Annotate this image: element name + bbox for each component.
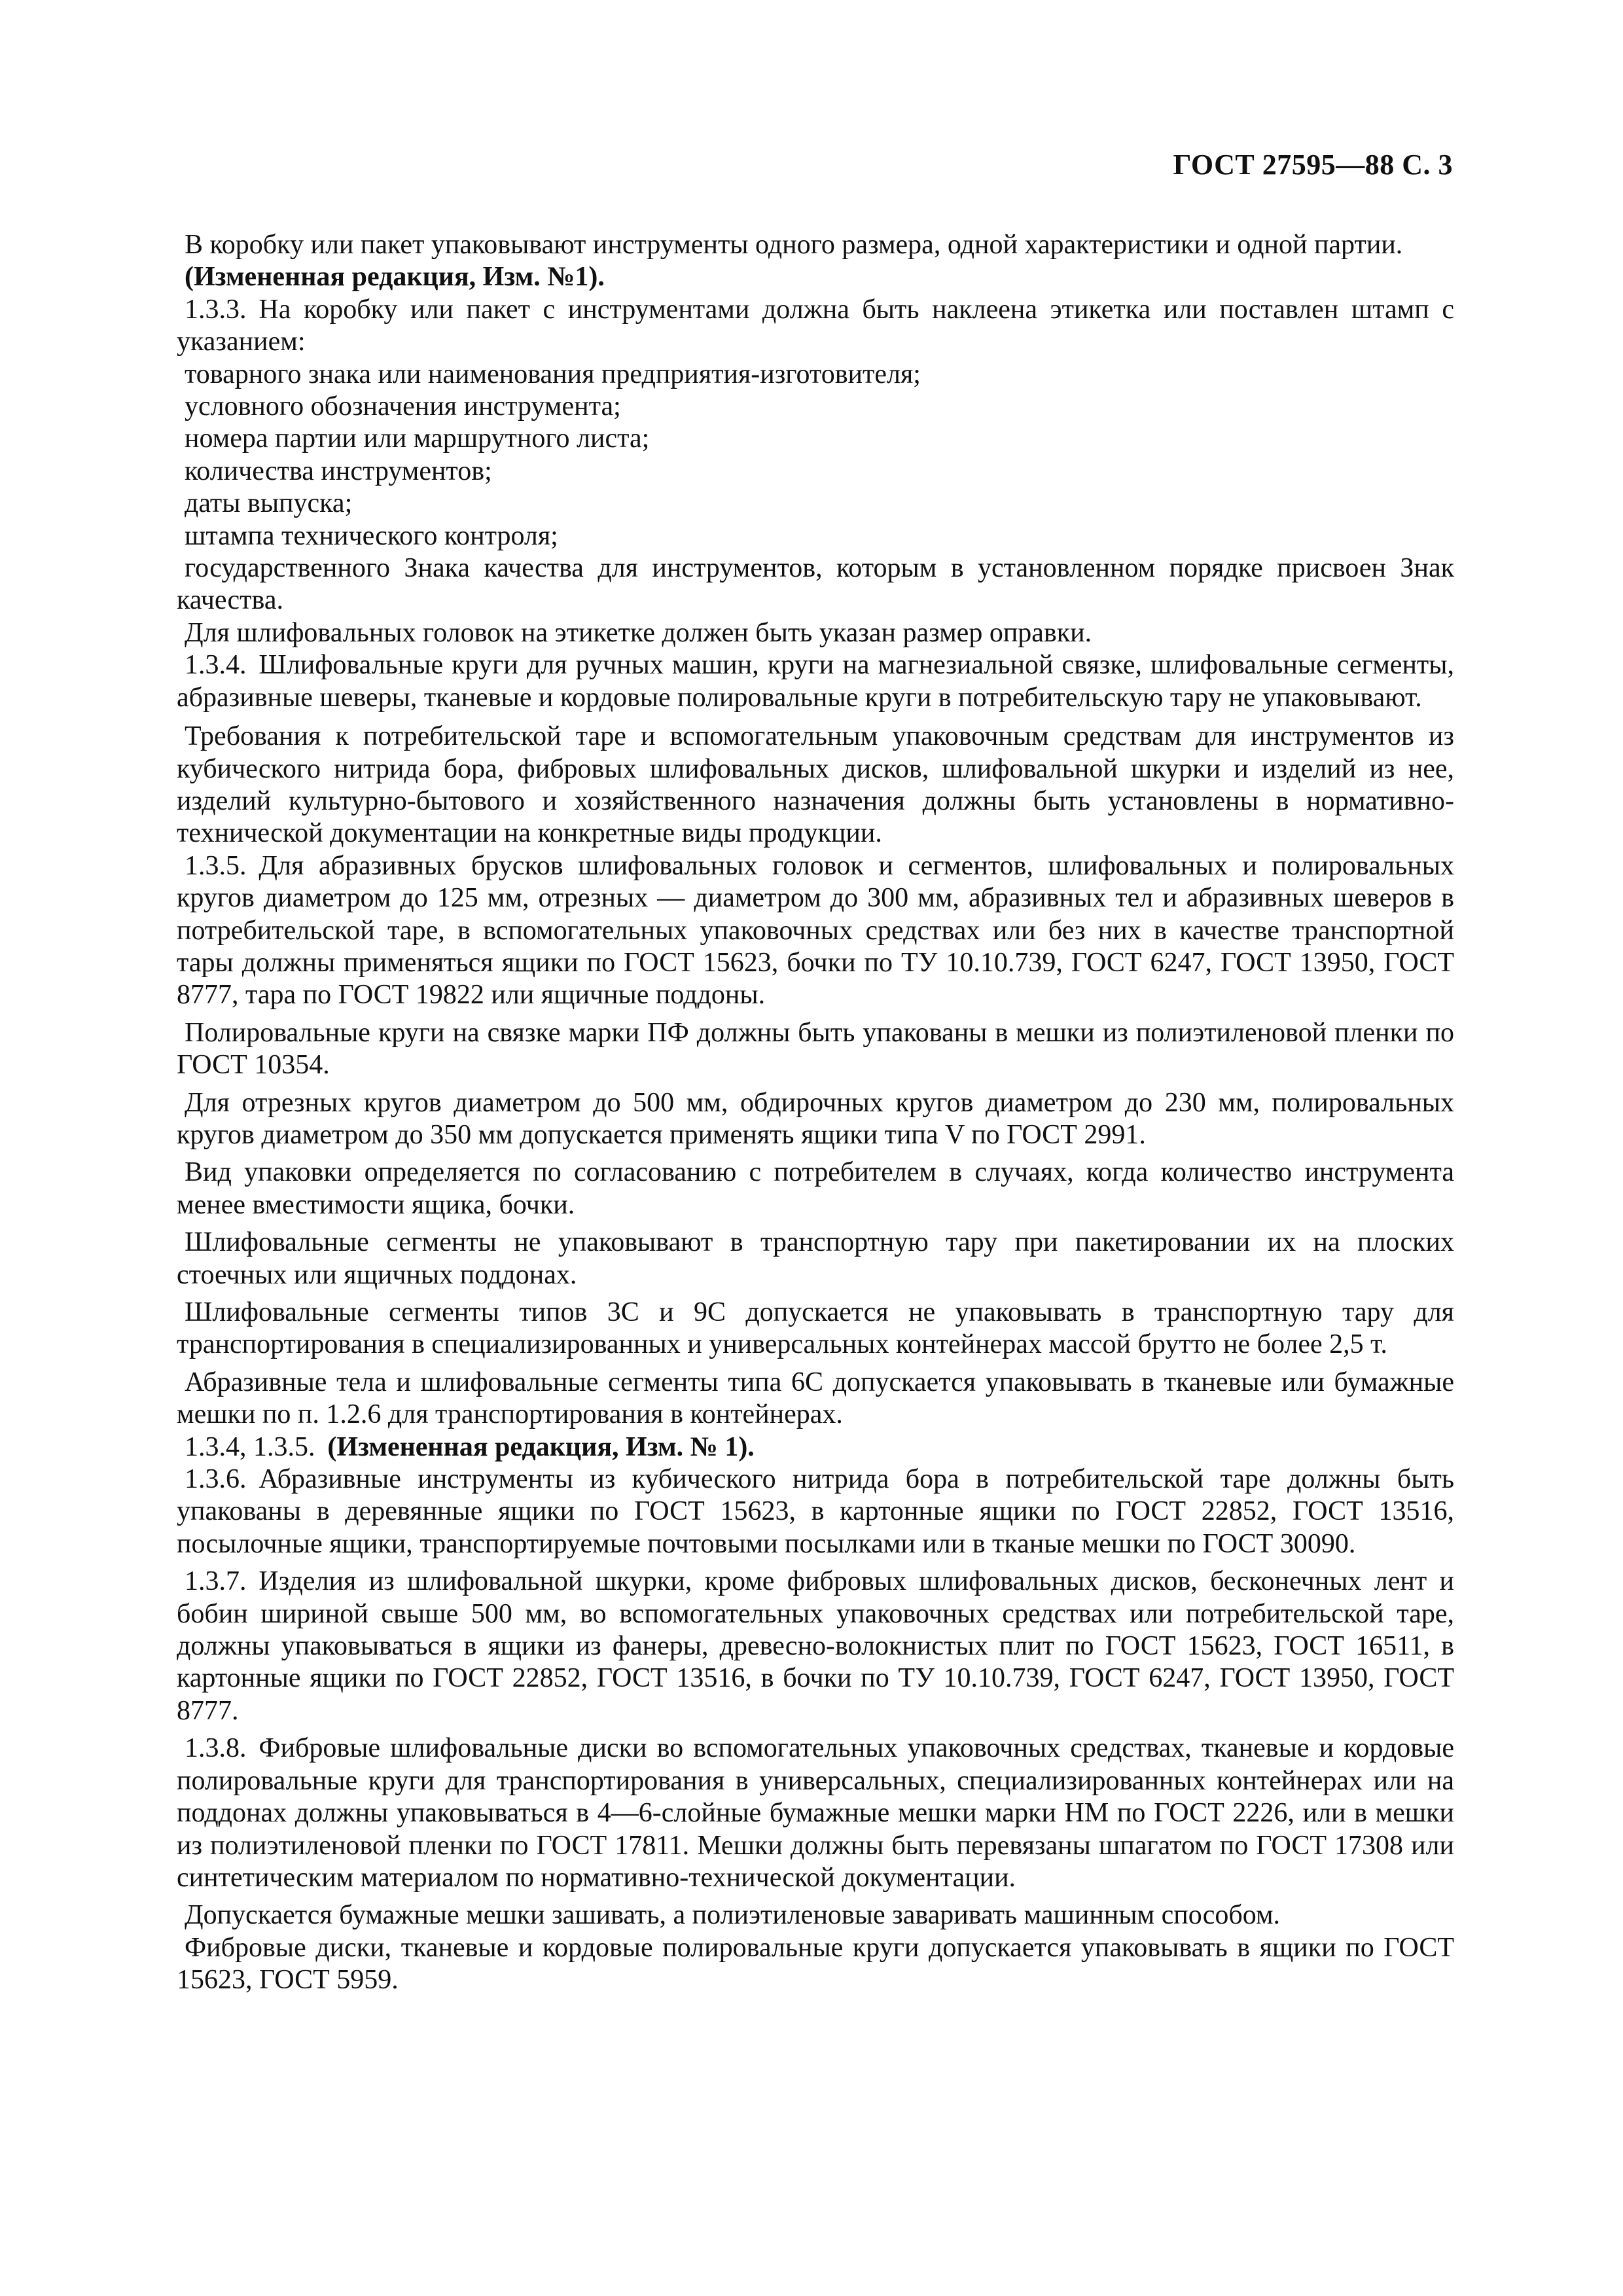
paragraph-text: Вид упаковки определяется по согласованию с потребителем в случаях, когда количество инструмента менее вместимости ящика, бочки. [177,1157,1454,1220]
paragraph [177,1087,1454,1152]
clause-1-3-3 [177,294,1454,359]
paragraph-text: Фибровые диски, тканевые и кордовые полировальные круги допускается упаковывать в ящики по ГОСТ 15623, ГОСТ 5959. [177,1932,1454,1996]
paragraph [177,1227,1454,1291]
clause-number: 1.3.3. [185,294,247,325]
document-body [177,229,1454,1997]
paragraph-text: В коробку или пакет упаковывают инструменты одного размера, одной характеристики и одной партии. [185,230,1403,260]
list-item [177,456,1454,488]
clause-1-3-4 [177,649,1454,714]
list-item-text: даты выпуска; [185,488,353,519]
paragraph-text: Требования к потребительской таре и вспомогательным упаковочным средствам для инструментов из кубического нитрида бора, фибровых шлифовальных дисков, шлифовальной шкурки и изделий из нее, изделий культурно-бытового и хозяйственного назначения должны быть установлены в нормативно-технической документации на конкретные виды продукции. [177,721,1454,849]
list-item [177,391,1454,423]
page-header: ГОСТ 27595—88 С. 3 [1173,149,1453,181]
list-item-text: штампа технического контроля; [185,520,558,551]
clause-text: Изделия из шлифовальной шкурки, кроме фибровых шлифовальных дисков, бесконечных лент и бобин шириной свыше 500 мм, во вспомогательных упаковочных средствах или потребительской таре, должны упаковываться в ящики из фанеры, древесно-волокнистых плит по ГОСТ 15623, ГОСТ 16511, в картонные ящики по ГОСТ 22852, ГОСТ 13516, в бочки по ТУ 10.10.739, ГОСТ 6247, ГОСТ 13950, ГОСТ 8777. [177,1566,1454,1726]
clause-number: 1.3.6. [185,1464,247,1495]
amendment-note [177,1431,1454,1463]
paragraph-text: Шлифовальные сегменты не упаковывают в транспортную тару при пакетировании их на плоских стоечных или ящичных поддонах. [177,1227,1454,1290]
clause-number: 1.3.8. [185,1733,247,1764]
list-item-text: номера партии или маршрутного листа; [185,423,650,454]
clause-number: 1.3.4, 1.3.5. [185,1431,315,1462]
amendment-text: (Измененная редакция, Изм. № 1). [327,1431,755,1462]
list-item [177,423,1454,455]
clause-number: 1.3.4. [185,650,247,681]
paragraph-text: Для отрезных кругов диаметром до 500 мм, обдирочных кругов диаметром до 230 мм, полировальных кругов диаметром до 350 мм допускается применять ящики типа V по ГОСТ 2991. [177,1087,1454,1150]
list-item [177,359,1454,391]
paragraph [177,1367,1454,1431]
paragraph [177,721,1454,850]
list-item [177,488,1454,520]
paragraph-text: Абразивные тела и шлифовальные сегменты типа 6С допускается упаковывать в тканевые или бумажные мешки по п. 1.2.6 для транспортирования в контейнерах. [177,1367,1454,1430]
paragraph [177,617,1454,649]
list-item [177,520,1454,552]
clause-1-3-8 [177,1732,1454,1894]
paragraph [177,1899,1454,1931]
list-item-text: условного обозначения инструмента; [185,391,621,422]
clause-text: Абразивные инструменты из кубического нитрида бора в потребительской таре должны быть упакованы в деревянные ящики по ГОСТ 15623, в картонные ящики по ГОСТ 22852, ГОСТ 13516, посылочные ящики, транспортируемые почтовыми посылками или в тканые мешки по ГОСТ 30090. [177,1464,1454,1559]
list-item [177,552,1454,617]
clause-number: 1.3.7. [185,1566,247,1597]
clause-text: Для абразивных брусков шлифовальных головок и сегментов, шлифовальных и полировальных кругов диаметром до 125 мм, отрезных — диаметром до 300 мм, абразивных тел и абразивных шеверов в потребительской таре, в вспомогательных упаковочных средствах или без них в качестве транспортной тары должны применяться ящики по ГОСТ 15623, бочки по ТУ 10.10.739, ГОСТ 6247, ГОСТ 13950, ГОСТ 8777, тара по ГОСТ 19822 или ящичные поддоны. [177,850,1454,1011]
paragraph-text: Для шлифовальных головок на этикетке должен быть указан размер оправки. [185,617,1092,648]
paragraph-text: Шлифовальные сегменты типов 3С и 9С допускается не упаковывать в транспортную тару для транспортирования в специализированных и универсальных контейнерах массой брутто не более 2,5 т. [177,1297,1454,1360]
paragraph-text: Полировальные круги на связке марки ПФ должны быть упакованы в мешки из полиэтиленовой пленки по ГОСТ 10354. [177,1017,1454,1081]
list-item-text: количества инструментов; [185,456,492,486]
clause-1-3-7 [177,1566,1454,1727]
paragraph [177,1932,1454,1997]
paragraph [177,229,1454,261]
clause-text: Фибровые шлифовальные диски во вспомогательных упаковочных средствах, тканевые и кордовые полировальные круги для транспортирования в универсальных, специализированных контейнерах или на поддонах должны упаковываться в 4—6-слойные бумажные мешки марки НМ по ГОСТ 2226, или в мешки из полиэтиленовой пленки по ГОСТ 17811. Мешки должны быть перевязаны шпагатом по ГОСТ 17308 или синтетическим материалом по нормативно-технической документации. [177,1733,1454,1893]
clause-1-3-6 [177,1463,1454,1560]
paragraph [177,1297,1454,1361]
clause-text: Шлифовальные круги для ручных машин, круги на магнезиальной связке, шлифовальные сегменты, абразивные шеверы, тканевые и кордовые полировальные круги в потребительскую тару не упаковывают. [177,650,1454,713]
paragraph-text: Допускается бумажные мешки зашивать, а полиэтиленовые заваривать машинным способом. [185,1900,1281,1931]
paragraph [177,1157,1454,1221]
clause-1-3-5 [177,850,1454,1012]
clause-number: 1.3.5. [185,850,247,881]
clause-text: На коробку или пакет с инструментами должна быть наклеена этикетка или поставлен штамп с указанием: [177,294,1454,357]
paragraph [177,1017,1454,1082]
amendment-note [177,261,1454,293]
list-item-text: государственного Знака качества для инструментов, которым в установленном порядке присвоен Знак качества. [177,553,1454,616]
amendment-text: (Измененная редакция, Изм. №1). [185,262,605,293]
list-item-text: товарного знака или наименования предприятия-изготовителя; [185,359,921,389]
